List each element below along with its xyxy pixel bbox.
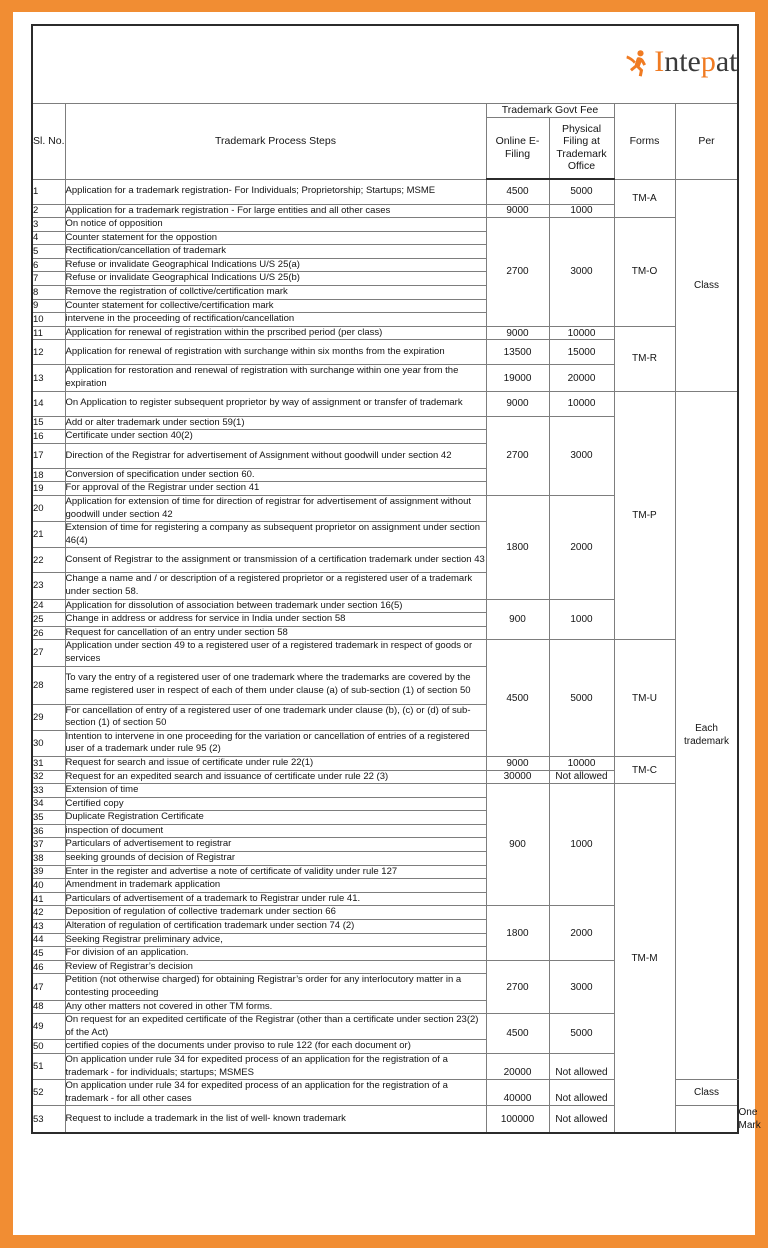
row-desc: Intention to intervene in one proceeding for the variation or cancellation of entries of a registered user of a trademark under rule 95 (2) (65, 730, 486, 756)
row-sl: 45 (32, 947, 65, 961)
logo-wordmark (654, 44, 738, 78)
row-desc: Remove the registration of collctive/certification mark (65, 286, 486, 300)
row-sl: 27 (32, 640, 65, 666)
row-sl: 11 (32, 326, 65, 340)
row-physical: 2000 (549, 496, 614, 600)
row-physical: Not allowed (549, 770, 614, 784)
row-desc: Application for renewal of registration with surchange within six months from the expiration (65, 340, 486, 365)
row-desc: For cancellation of entry of a registered user of one trademark under clause (b), (c) or (d) of sub-section (1) of section 50 (65, 704, 486, 730)
row-desc: On Application to register subsequent proprietor by way of assignment or transfer of trademark (65, 391, 486, 416)
row-online: 4500 (486, 179, 549, 204)
table-row (32, 218, 738, 232)
row-online: 1800 (486, 496, 549, 600)
row-sl: 5 (32, 245, 65, 259)
row-desc: Application for restoration and renewal of registration with surchange within one year from the expiration (65, 365, 486, 391)
row-sl: 9 (32, 299, 65, 313)
row-sl: 50 (32, 1040, 65, 1054)
logo-letter-i: I (654, 44, 665, 78)
table-row (32, 784, 738, 798)
row-online: 30000 (486, 770, 549, 784)
row-sl: 42 (32, 906, 65, 920)
row-sl: 53 (32, 1106, 65, 1134)
form-tm-c: TM-C (614, 756, 675, 783)
row-sl: 26 (32, 626, 65, 640)
header-per: Per (675, 103, 738, 179)
row-desc: Certificate under section 40(2) (65, 430, 486, 444)
row-physical: 2000 (549, 906, 614, 960)
row-desc: For division of an application. (65, 947, 486, 961)
row-desc: Application for renewal of registration within the prscribed period (per class) (65, 326, 486, 340)
row-sl: 10 (32, 313, 65, 327)
row-sl: 52 (32, 1080, 65, 1106)
row-physical: 1000 (549, 599, 614, 640)
row-desc: Conversion of specification under section 60. (65, 468, 486, 482)
row-desc: Request to include a trademark in the list of well- known trademark (65, 1106, 486, 1134)
row-desc: On notice of opposition (65, 218, 486, 232)
row-desc: Refuse or invalidate Geographical Indications U/S 25(b) (65, 272, 486, 286)
row-physical: Not allowed (549, 1106, 614, 1134)
logo-letters-at: at (715, 44, 738, 78)
row-physical: 15000 (549, 340, 614, 365)
row-desc: Review of Registrar’s decision (65, 960, 486, 974)
row-online: 13500 (486, 340, 549, 365)
row-desc: Petition (not otherwise charged) for obtaining Registrar’s order for any interlocutory matter in a contesting proceeding (65, 974, 486, 1000)
per-each-trademark: Each trademark (675, 391, 738, 1080)
form-tm-u: TM-U (614, 640, 675, 757)
row-online: 4500 (486, 1014, 549, 1054)
row-desc: certified copies of the documents under proviso to rule 122 (for each document or) (65, 1040, 486, 1054)
row-desc: On request for an expedited certificate of the Registrar (other than a certificate under section 23(2) of the Act) (65, 1014, 486, 1040)
row-sl: 7 (32, 272, 65, 286)
row-physical: 10000 (549, 756, 614, 770)
row-desc: On application under rule 34 for expedited process of an application for the registration of a trademark - for individuals; startups; MSMES (65, 1053, 486, 1079)
row-desc: Application for a trademark registration - For large entities and all other cases (65, 204, 486, 218)
form-tm-o: TM-O (614, 218, 675, 327)
row-physical: 3000 (549, 960, 614, 1013)
row-online: 900 (486, 784, 549, 906)
row-physical: 1000 (549, 784, 614, 906)
row-physical: 3000 (549, 218, 614, 327)
row-sl: 30 (32, 730, 65, 756)
header-online-efiling: Online E-Filing (486, 117, 549, 179)
trademark-fee-table (31, 24, 761, 1134)
row-sl: 35 (32, 811, 65, 825)
row-sl: 16 (32, 430, 65, 444)
row-online: 2700 (486, 416, 549, 495)
row-desc: Enter in the register and advertise a note of certificate of validity under rule 127 (65, 865, 486, 879)
row-sl: 47 (32, 974, 65, 1000)
logo-cell (32, 25, 738, 103)
row-desc: Direction of the Registrar for advertisement of Assignment without goodwill under section 42 (65, 443, 486, 468)
row-desc: Application for extension of time for direction of registrar for advertisement of assignment without goodwill under section 42 (65, 496, 486, 522)
row-desc: Application for a trademark registration- For Individuals; Proprietorship; Startups; MSME (65, 179, 486, 204)
row-desc: Application for dissolution of association between trademark under section 16(5) (65, 599, 486, 613)
form-tm-r: TM-R (614, 326, 675, 391)
row-desc: Extension of time (65, 784, 486, 798)
row-sl: 22 (32, 548, 65, 573)
row-desc: Certified copy (65, 797, 486, 811)
row-desc: Counter statement for collective/certification mark (65, 299, 486, 313)
document-sheet (13, 12, 761, 1235)
row-desc: For approval of the Registrar under section 41 (65, 482, 486, 496)
row-physical: 1000 (549, 204, 614, 218)
row-desc: Consent of Registrar to the assignment or transmission of a certification trademark under section 43 (65, 548, 486, 573)
row-online: 4500 (486, 640, 549, 757)
row-desc: To vary the entry of a registered user of one trademark where the trademarks are covered by the same registered user in respect of each of them under clause (a) of sub-section (1) of section 50 (65, 666, 486, 704)
row-desc: Change in address or address for service in India under section 58 (65, 613, 486, 627)
row-desc: On application under rule 34 for expedited process of an application for the registration of a trademark - for all other cases (65, 1080, 486, 1106)
row-sl: 1 (32, 179, 65, 204)
header-process-steps: Trademark Process Steps (65, 103, 486, 179)
row-sl: 32 (32, 770, 65, 784)
per-class: Class (675, 179, 738, 391)
row-desc: Request for search and issue of certificate under rule 22(1) (65, 756, 486, 770)
row-desc: Any other matters not covered in other TM forms. (65, 1000, 486, 1014)
row-sl: 20 (32, 496, 65, 522)
row-desc: Request for cancellation of an entry under section 58 (65, 626, 486, 640)
row-online: 9000 (486, 391, 549, 416)
row-sl: 36 (32, 824, 65, 838)
row-online: 9000 (486, 204, 549, 218)
row-desc: Particulars of advertisement to registrar (65, 838, 486, 852)
header-physical-filing: Physical Filing at Trademark Office (549, 117, 614, 179)
row-sl: 40 (32, 879, 65, 893)
row-sl: 39 (32, 865, 65, 879)
row-desc: intervene in the proceeding of rectification/cancellation (65, 313, 486, 327)
row-sl: 17 (32, 443, 65, 468)
header-sl-no: Sl. No. (32, 103, 65, 179)
row-desc: Particulars of advertisement of a trademark to Registrar under rule 41. (65, 892, 486, 906)
form-empty (675, 1106, 738, 1134)
row-sl: 18 (32, 468, 65, 482)
row-desc: Rectification/cancellation of trademark (65, 245, 486, 259)
row-sl: 19 (32, 482, 65, 496)
form-tm-m: TM-M (614, 784, 675, 1134)
row-sl: 25 (32, 613, 65, 627)
row-desc: Alteration of regulation of certification trademark under section 74 (2) (65, 920, 486, 934)
row-sl: 13 (32, 365, 65, 391)
row-sl: 31 (32, 756, 65, 770)
row-physical: Not allowed (549, 1080, 614, 1106)
row-online: 40000 (486, 1080, 549, 1106)
row-sl: 2 (32, 204, 65, 218)
row-sl: 3 (32, 218, 65, 232)
row-sl: 8 (32, 286, 65, 300)
row-desc: Extension of time for registering a company as subsequent proprietor on assignment under section 46(4) (65, 522, 486, 548)
table-row (32, 179, 738, 204)
row-sl: 33 (32, 784, 65, 798)
row-desc: Seeking Registrar preliminary advice, (65, 933, 486, 947)
table-row (32, 326, 738, 340)
row-sl: 38 (32, 852, 65, 866)
row-sl: 21 (32, 522, 65, 548)
row-sl: 51 (32, 1053, 65, 1079)
row-sl: 23 (32, 573, 65, 599)
row-physical: 3000 (549, 416, 614, 495)
row-sl: 49 (32, 1014, 65, 1040)
row-physical: 5000 (549, 179, 614, 204)
row-desc: Request for an expedited search and issuance of certificate under rule 22 (3) (65, 770, 486, 784)
row-sl: 12 (32, 340, 65, 365)
row-online: 20000 (486, 1053, 549, 1079)
row-online: 9000 (486, 326, 549, 340)
row-desc: Counter statement for the oppostion (65, 231, 486, 245)
form-tm-p: TM-P (614, 391, 675, 640)
row-sl: 46 (32, 960, 65, 974)
row-desc: Duplicate Registration Certificate (65, 811, 486, 825)
row-online: 2700 (486, 218, 549, 327)
row-online: 9000 (486, 756, 549, 770)
row-sl: 14 (32, 391, 65, 416)
row-sl: 41 (32, 892, 65, 906)
row-physical: 20000 (549, 365, 614, 391)
logo-letters-nte: nte (664, 44, 701, 78)
intepat-logo (625, 44, 738, 78)
running-r-icon (625, 49, 651, 79)
row-physical: 10000 (549, 391, 614, 416)
header-govt-fee-group: Trademark Govt Fee (486, 103, 614, 117)
row-desc: Amendment in trademark application (65, 879, 486, 893)
row-physical: 5000 (549, 1014, 614, 1054)
table-row: 53 Request to include a trademark in the list of well- known trademark 100000 Not allowed One Mark (33, 1107, 761, 1132)
row-sl: 29 (32, 704, 65, 730)
logo-letter-p: p (700, 44, 716, 78)
row-desc: Deposition of regulation of collective trademark under section 66 (65, 906, 486, 920)
row-sl: 44 (32, 933, 65, 947)
row-online: 900 (486, 599, 549, 640)
row-online: 1800 (486, 906, 549, 960)
row-desc: Add or alter trademark under section 59(1) (65, 416, 486, 430)
row-online: 100000 (486, 1106, 549, 1134)
row-online: 19000 (486, 365, 549, 391)
row-physical: 5000 (549, 640, 614, 757)
row-physical: 10000 (549, 326, 614, 340)
table-row (32, 391, 738, 416)
row-desc: seeking grounds of decision of Registrar (65, 852, 486, 866)
header-row-group (32, 103, 738, 117)
row-sl: 4 (32, 231, 65, 245)
row-sl: 43 (32, 920, 65, 934)
row-sl: 48 (32, 1000, 65, 1014)
per-class-2: Class (675, 1080, 738, 1106)
logo-row (32, 25, 738, 103)
table-row (32, 640, 738, 666)
row-online: 2700 (486, 960, 549, 1013)
row-desc: Change a name and / or description of a registered proprietor or a registered user of a trademark under section 58. (65, 573, 486, 599)
row-sl: 37 (32, 838, 65, 852)
row-sl: 15 (32, 416, 65, 430)
row-desc: inspection of document (65, 824, 486, 838)
header-forms: Forms (614, 103, 675, 179)
row-desc: Application under section 49 to a registered user of a registered trademark in respect of goods or services (65, 640, 486, 666)
row-desc: Refuse or invalidate Geographical Indications U/S 25(a) (65, 258, 486, 272)
table-row (32, 756, 738, 770)
form-tm-a: TM-A (614, 179, 675, 218)
row-sl: 28 (32, 666, 65, 704)
row-sl: 34 (32, 797, 65, 811)
row-sl: 6 (32, 258, 65, 272)
row-physical: Not allowed (549, 1053, 614, 1079)
row-sl: 24 (32, 599, 65, 613)
